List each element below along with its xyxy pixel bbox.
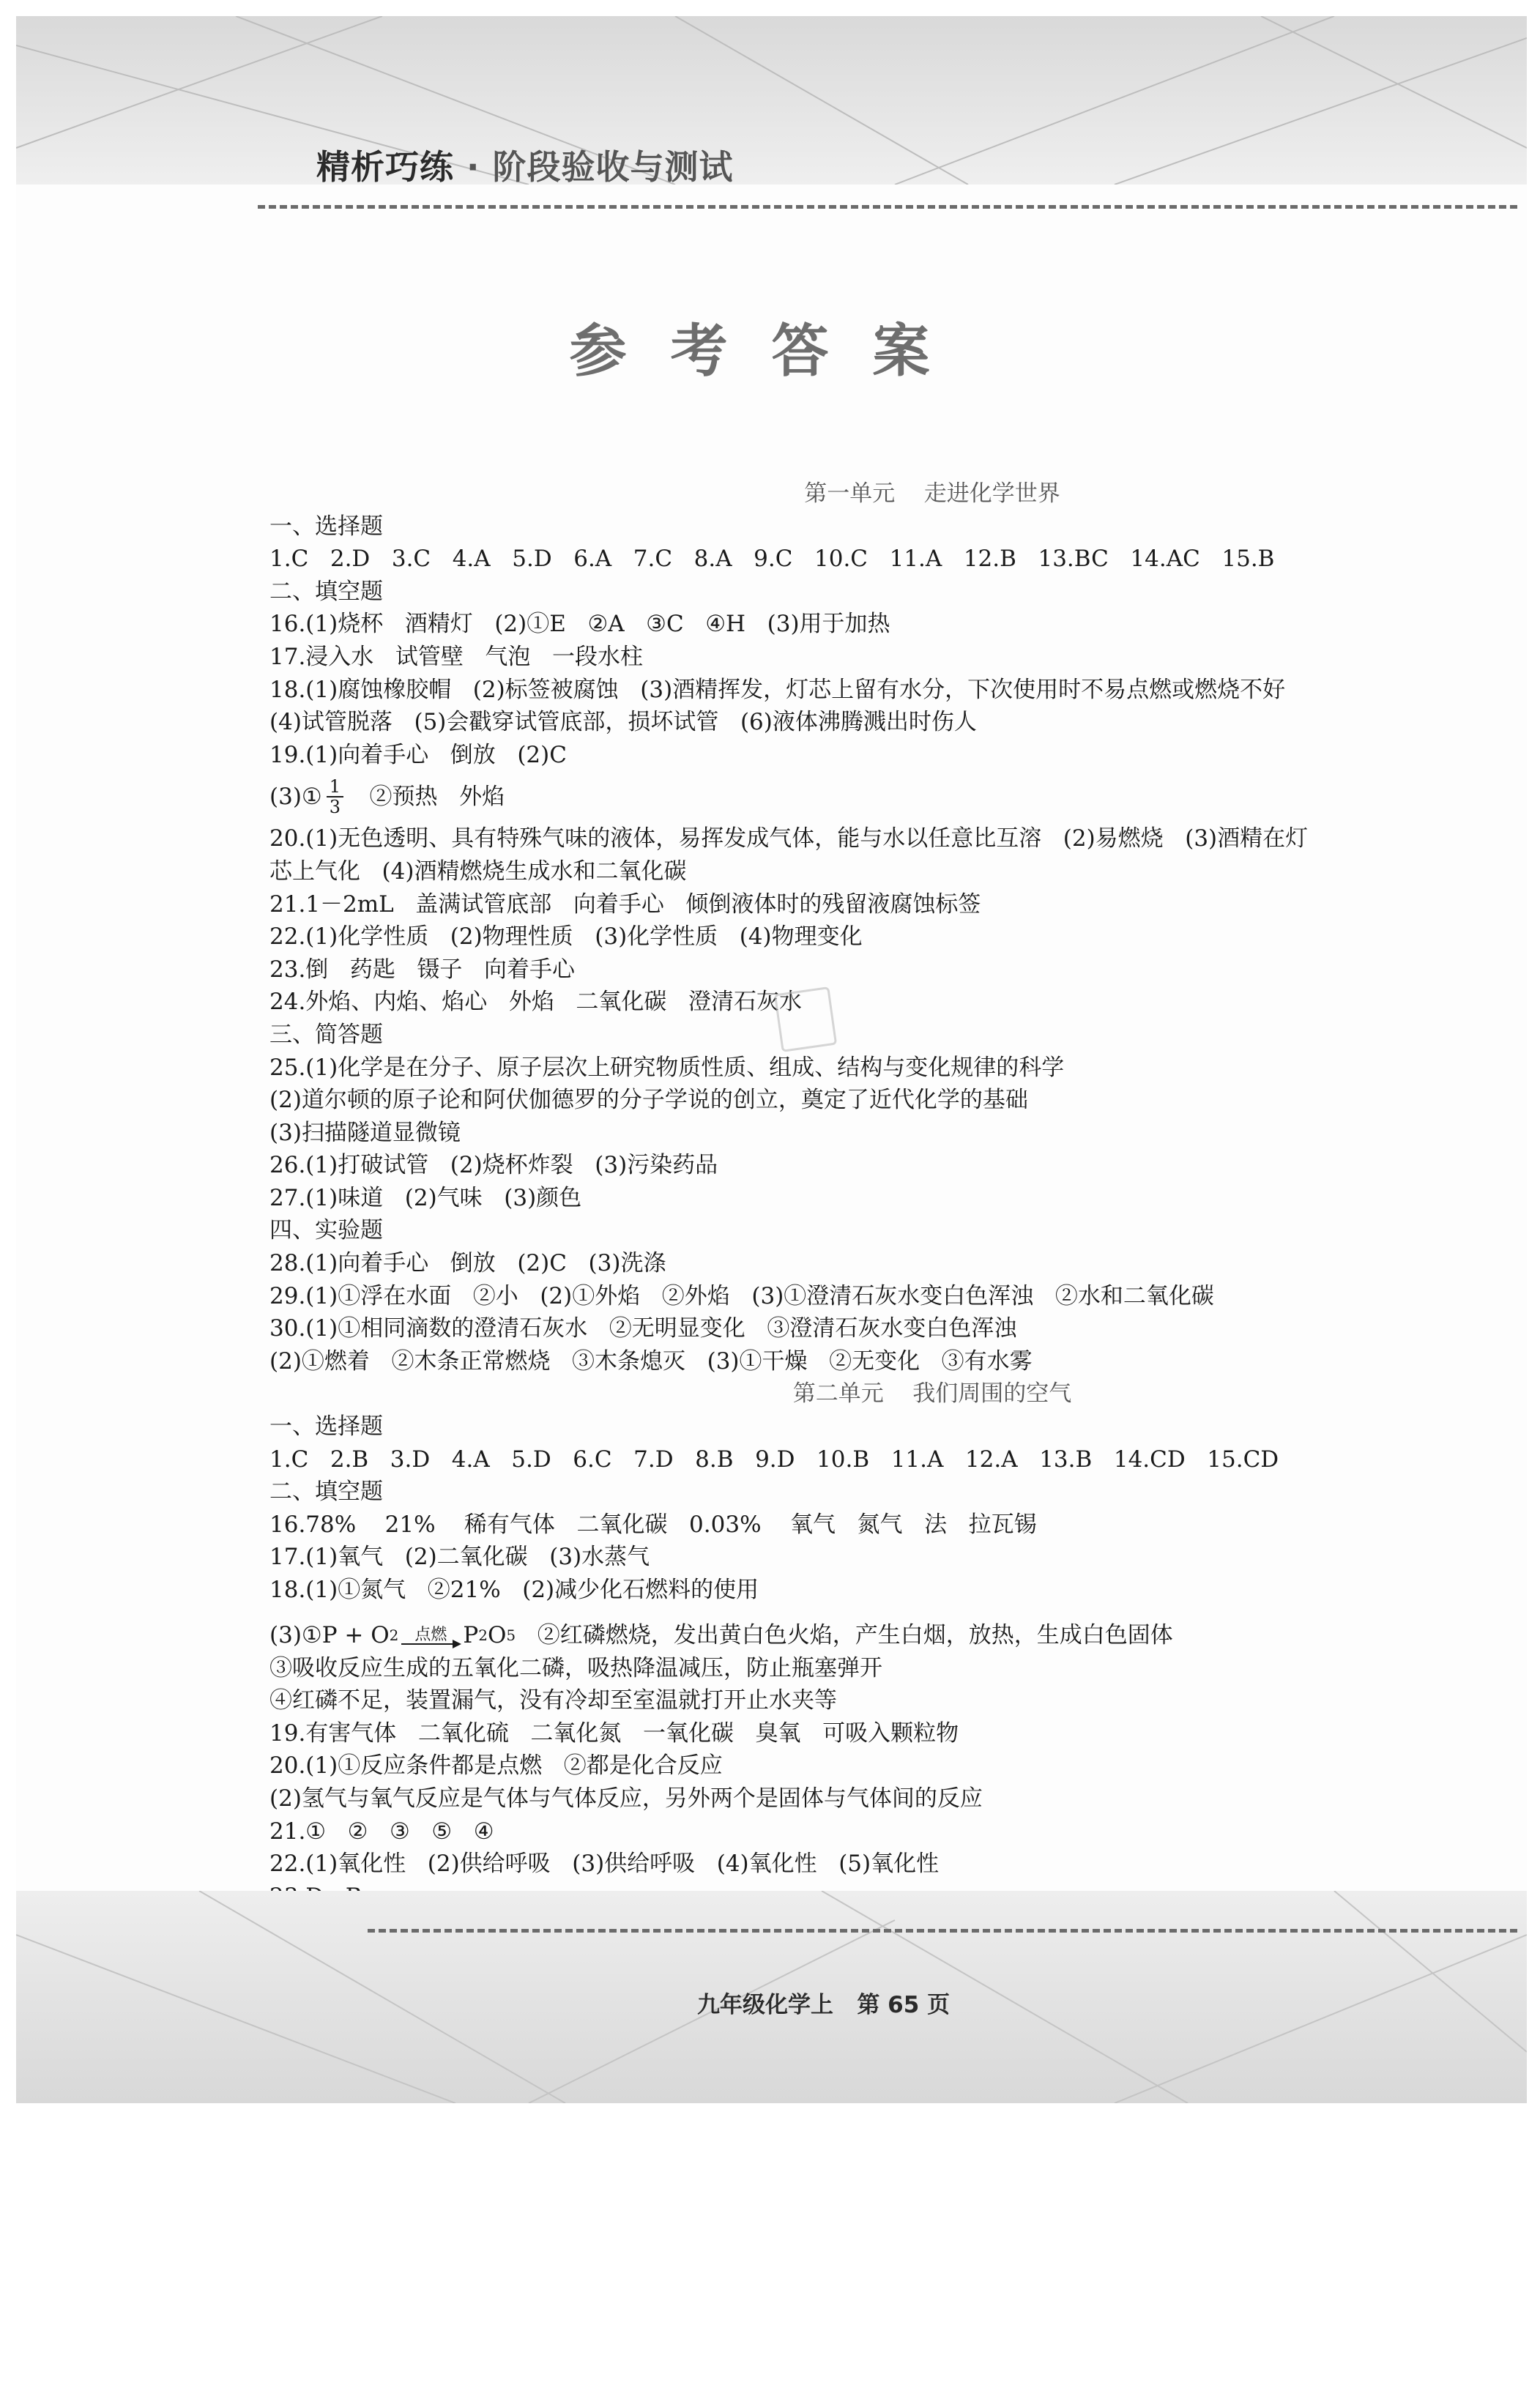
answer-suffix: ②红磷燃烧，发出黄白色火焰，产生白烟，放热，生成白色固体 xyxy=(516,1622,1173,1648)
answer-line: 一、选择题 xyxy=(269,1413,383,1440)
answer-line: 18.(1)①氮气 ②21% (2)减少化石燃料的使用 xyxy=(269,1577,759,1603)
answer-line: 23.倒 药匙 镊子 向着手心 xyxy=(269,956,575,983)
header-subtitle: 阶段验收与测试 xyxy=(492,147,734,185)
answer-line: 18.(1)腐蚀橡胶帽 (2)标签被腐蚀 (3)酒精挥发，灯芯上留有水分，下次使用时不易点燃或燃烧不好 xyxy=(269,676,1286,703)
fraction-numerator: 1 xyxy=(327,777,343,797)
reaction-condition: 点燃 xyxy=(414,1625,447,1644)
answer-line: 30.(1)①相同滴数的澄清石灰水 ②无明显变化 ③澄清石灰水变白色浑浊 xyxy=(269,1315,1017,1342)
answer-prefix: (3)① xyxy=(269,784,322,811)
reaction-arrow xyxy=(401,1627,460,1652)
answer-line: 三、简答题 xyxy=(269,1021,383,1048)
answer-line: 21.1－2mL 盖满试管底部 向着手心 倾倒液体时的残留液腐蚀标签 xyxy=(269,890,981,918)
answer-line: 一、选择题 xyxy=(269,513,383,540)
answer-line: 1.C 2.B 3.D 4.A 5.D 6.C 7.D 8.B 9.D 10.B 11.A 12.A 13.B 14.CD 15.CD xyxy=(269,1446,1279,1473)
answer-line: 芯上气化 (4)酒精燃烧生成水和二氧化碳 xyxy=(269,858,687,885)
answer-line: 26.(1)打破试管 (2)烧杯炸裂 (3)污染药品 xyxy=(269,1152,718,1179)
subscript: 2 xyxy=(389,1626,399,1644)
answer-line: 二、填空题 xyxy=(269,578,383,605)
answer-line: (2)氢气与氧气反应是气体与气体反应，另外两个是固体与气体间的反应 xyxy=(269,1785,983,1812)
answer-line: 22.(1)氧化性 (2)供给呼吸 (3)供给呼吸 (4)氧化性 (5)氧化性 xyxy=(269,1851,940,1878)
answer-line: 20.(1)①反应条件都是点燃 ②都是化合反应 xyxy=(269,1752,723,1780)
answer-line xyxy=(269,1607,1507,1652)
fraction xyxy=(327,777,343,817)
arrow-icon xyxy=(401,1643,460,1645)
answer-line: (2)道尔顿的原子论和阿伏伽德罗的分子学说的创立，奠定了近代化学的基础 xyxy=(269,1087,1028,1114)
footer-dashed-rule xyxy=(368,1929,1517,1933)
answer-line: 16.78% 21% 稀有气体 二氧化碳 0.03% 氧气 氮气 法 拉瓦锡 xyxy=(269,1511,1037,1538)
answer-body xyxy=(269,477,1507,1946)
equation-product: P xyxy=(463,1622,479,1648)
answer-line: 29.(1)①浮在水面 ②小 (2)①外焰 ②外焰 (3)①澄清石灰水变白色浑浊 ②水和二氧化碳 xyxy=(269,1282,1214,1309)
answer-line: 17.(1)氧气 (2)二氧化碳 (3)水蒸气 xyxy=(269,1544,650,1571)
header-decoration xyxy=(16,16,1527,185)
answer-line: 二、填空题 xyxy=(269,1479,383,1506)
answer-line: (4)试管脱落 (5)会戳穿试管底部，损坏试管 (6)液体沸腾溅出时伤人 xyxy=(269,709,977,736)
subscript: 5 xyxy=(506,1626,516,1644)
equation-product: O xyxy=(488,1622,507,1648)
answer-line: (2)①燃着 ②木条正常燃烧 ③木条熄灭 (3)①干燥 ②无变化 ③有水雾 xyxy=(269,1347,1033,1375)
answer-line: 24.外焰、内焰、焰心 外焰 二氧化碳 澄清石灰水 xyxy=(269,989,802,1016)
unit-title: 第二单元 我们周围的空气 xyxy=(792,1380,1072,1408)
answer-line: 四、实验题 xyxy=(269,1217,383,1244)
answer-line: (3)扫描隧道显微镜 xyxy=(269,1119,461,1146)
answer-line: 19.(1)向着手心 倒放 (2)C xyxy=(269,741,567,768)
subscript: 2 xyxy=(478,1626,488,1644)
equation-reactants: (3)①P + O xyxy=(269,1622,390,1648)
page-footer: 九年级化学上 第 65 页 xyxy=(697,1992,951,2018)
fraction-denominator: 3 xyxy=(329,797,341,818)
answer-suffix: ②预热 外焰 xyxy=(347,784,505,811)
answer-line: 1.C 2.D 3.C 4.A 5.D 6.A 7.C 8.A 9.C 10.C 11.A 12.B 13.BC 14.AC 15.B xyxy=(269,546,1275,573)
answer-line: 20.(1)无色透明、具有特殊气味的液体，易挥发成气体，能与水以任意比互溶 (2)易燃烧 (3)酒精在灯 xyxy=(269,825,1309,852)
watermark-stamp xyxy=(774,986,837,1052)
header-title xyxy=(316,141,734,185)
answer-line: 22.(1)化学性质 (2)物理性质 (3)化学性质 (4)物理变化 xyxy=(269,923,863,951)
page-heading: 参考答案 xyxy=(569,318,974,384)
answer-line: 19.有害气体 二氧化硫 二氧化氮 一氧化碳 臭氧 可吸入颗粒物 xyxy=(269,1719,959,1747)
answer-line: ③吸收反应生成的五氧化二磷，吸热降温减压，防止瓶塞弹开 xyxy=(269,1654,882,1681)
answer-line: 21.① ② ③ ⑤ ④ xyxy=(269,1818,494,1845)
unit-title: 第一单元 走进化学世界 xyxy=(804,480,1060,507)
header-separator: · xyxy=(466,147,480,185)
header-dashed-rule xyxy=(258,205,1517,209)
header-banner xyxy=(16,16,1527,185)
answer-line: 25.(1)化学是在分子、原子层次上研究物质性质、组成、结构与变化规律的科学 xyxy=(269,1054,1065,1081)
answer-line: 17.浸入水 试管壁 气泡 一段水柱 xyxy=(269,643,643,670)
answer-line: 28.(1)向着手心 倒放 (2)C (3)洗涤 xyxy=(269,1250,666,1277)
answer-line: ④红磷不足，装置漏气，没有冷却至室温就打开止水夹等 xyxy=(269,1687,837,1714)
header-brand: 精析巧练 xyxy=(316,147,454,185)
answer-line: 27.(1)味道 (2)气味 (3)颜色 xyxy=(269,1184,582,1211)
document-page xyxy=(16,16,1527,2103)
answer-line xyxy=(269,771,1507,822)
answer-line: 16.(1)烧杯 酒精灯 (2)①E ②A ③C ④H (3)用于加热 xyxy=(269,611,890,638)
